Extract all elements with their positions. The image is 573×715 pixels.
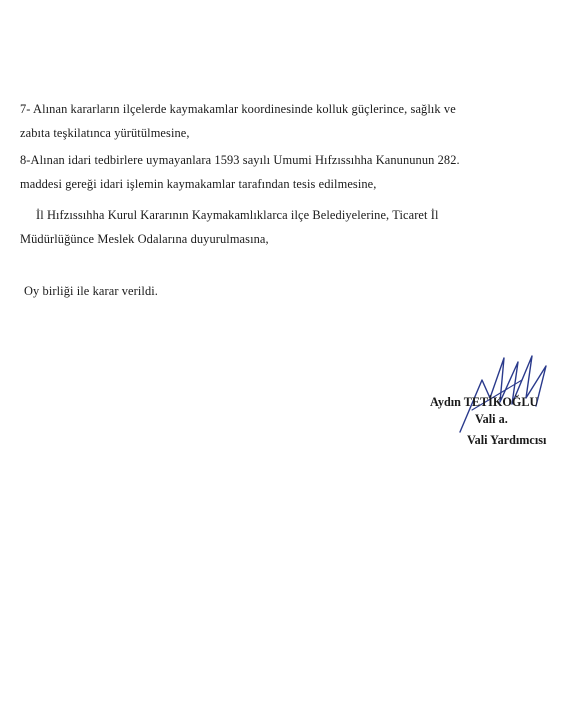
item-7-line-2: zabıta teşkilatınca yürütülmesine, (20, 126, 190, 140)
decision-item-8 (20, 148, 560, 196)
item-announcement-line-1: İl Hıfzıssıhha Kurul Kararının Kaymakamlıklarca ilçe Belediyelerine, Ticaret İl (36, 208, 439, 222)
decision-item-7 (20, 97, 560, 145)
item-8-line-1: 8-Alınan idari tedbirlere uymayanlara 1593 sayılı Umumi Hıfzıssıhha Kanununun 282. (20, 153, 460, 167)
closing-statement (24, 279, 158, 303)
signatory-name: Aydın TETİKOĞLU (430, 395, 539, 409)
item-announcement-line-2: Müdürlüğünce Meslek Odalarına duyurulmasına, (20, 232, 269, 246)
decision-item-announcement (20, 203, 560, 251)
signatory-title-2: Vali Yardımcısı (467, 433, 547, 447)
signatory-title-1: Vali a. (475, 412, 508, 426)
item-8-line-2: maddesi gereği idari işlemin kaymakamlar tarafından tesis edilmesine, (20, 177, 377, 191)
item-7-line-1: 7- Alınan kararların ilçelerde kaymakamlar koordinesinde kolluk güçlerince, sağlık ve (20, 102, 456, 116)
closing-text: Oy birliği ile karar verildi. (24, 284, 158, 298)
